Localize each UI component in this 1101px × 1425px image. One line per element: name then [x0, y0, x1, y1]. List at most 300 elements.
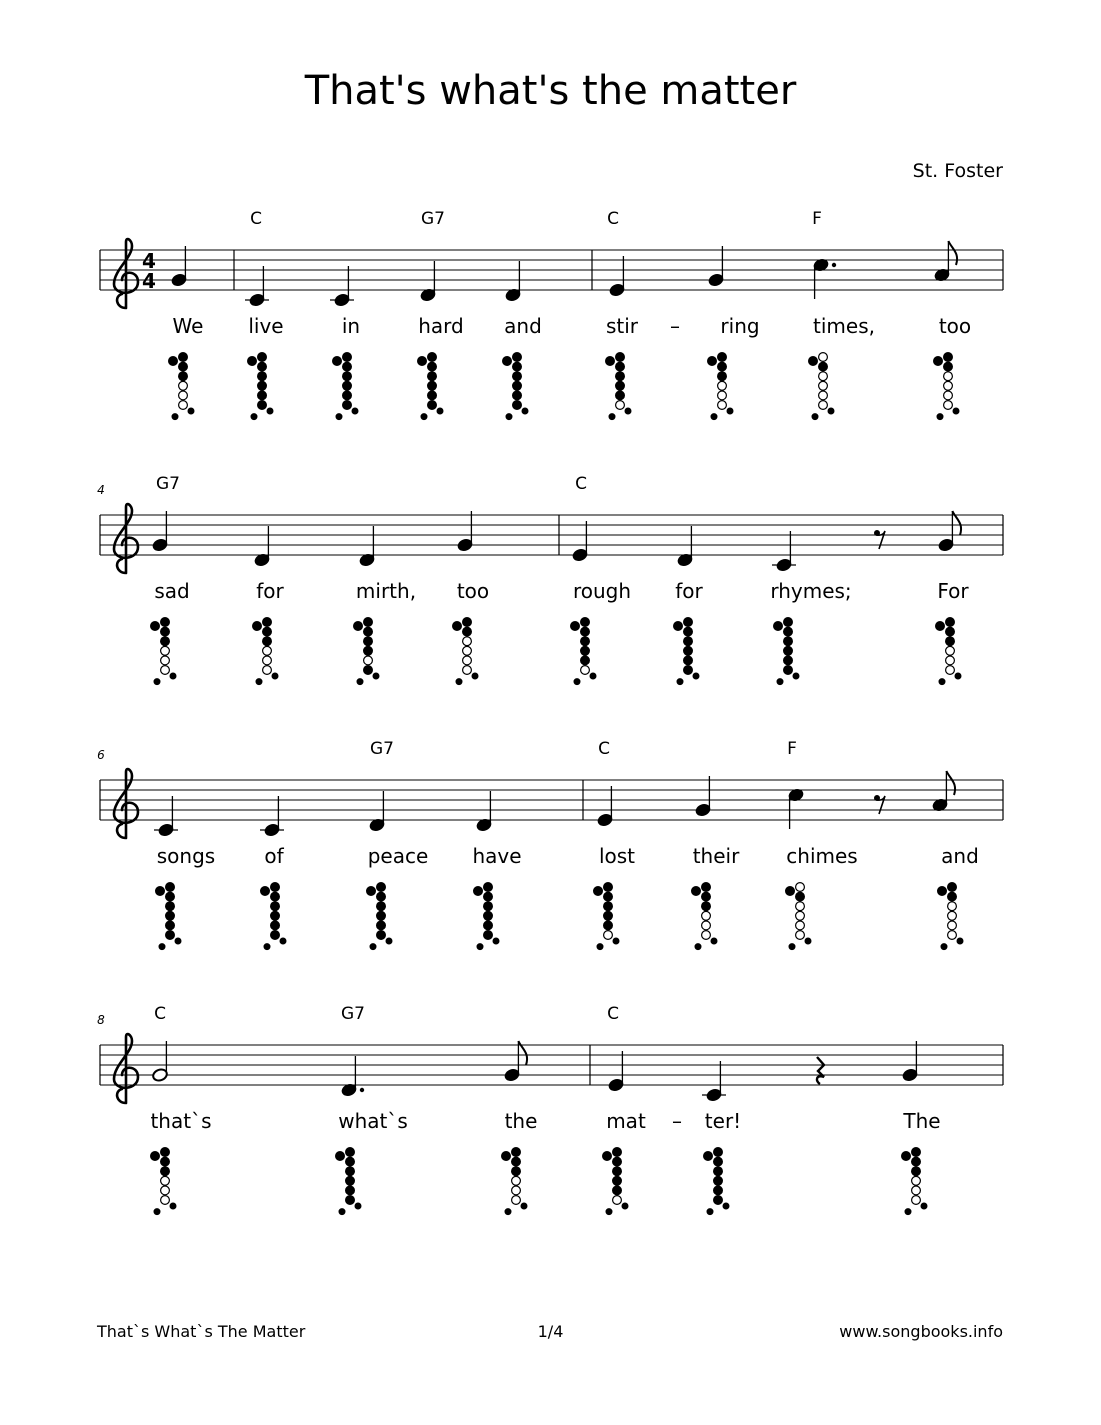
finger-hole	[271, 902, 280, 911]
finger-hole	[271, 921, 280, 930]
finger-hole-small	[609, 414, 615, 420]
lyric-syllable: have	[472, 844, 522, 868]
finger-hole	[819, 381, 828, 390]
finger-hole	[946, 637, 955, 646]
finger-hole	[944, 353, 953, 362]
finger-hole-small	[939, 679, 945, 685]
lyric-syllable: of	[264, 844, 284, 868]
finger-hole	[718, 401, 727, 410]
finger-hole-small	[574, 679, 580, 685]
finger-hole-small	[456, 679, 462, 685]
finger-hole-small	[437, 408, 443, 414]
thumb-hole	[603, 1152, 612, 1161]
finger-hole	[684, 637, 693, 646]
finger-hole-small	[477, 944, 483, 950]
thumb-hole	[902, 1152, 911, 1161]
lyric-syllable: stir	[605, 314, 639, 338]
thumb-hole	[367, 887, 376, 896]
time-signature-bottom: 4	[142, 269, 156, 293]
thumb-hole	[333, 357, 342, 366]
fingering-chart	[453, 618, 478, 685]
finger-hole	[613, 1157, 622, 1166]
finger-hole	[702, 921, 711, 930]
fingering-chart	[261, 883, 286, 950]
chord-symbol: C	[607, 209, 619, 229]
quarter-rest	[817, 1057, 824, 1084]
thumb-hole	[474, 887, 483, 896]
finger-hole	[463, 627, 472, 636]
finger-hole	[161, 618, 170, 627]
lyric-syllable: rhymes;	[770, 579, 852, 603]
finger-hole	[377, 931, 386, 940]
note-dot	[832, 263, 836, 267]
fingering-chart	[169, 353, 194, 420]
finger-hole-small	[336, 414, 342, 420]
finger-hole	[258, 381, 267, 390]
finger-hole	[161, 646, 170, 655]
finger-hole	[912, 1157, 921, 1166]
finger-hole	[714, 1176, 723, 1185]
finger-hole	[343, 401, 352, 410]
finger-hole	[948, 921, 957, 930]
finger-hole	[718, 362, 727, 371]
finger-hole-small	[175, 938, 181, 944]
fingering-chart	[156, 883, 181, 950]
fingering-chart	[594, 883, 619, 950]
finger-hole	[604, 902, 613, 911]
finger-hole	[364, 646, 373, 655]
finger-hole	[581, 627, 590, 636]
finger-hole-small	[355, 1203, 361, 1209]
fingering-chart	[333, 353, 358, 420]
finger-hole	[819, 401, 828, 410]
fingering-chart	[936, 618, 961, 685]
finger-hole-small	[188, 408, 194, 414]
chord-symbol: G7	[156, 474, 180, 494]
finger-hole-small	[905, 1209, 911, 1215]
finger-hole	[271, 883, 280, 892]
finger-hole-small	[828, 408, 834, 414]
finger-hole	[616, 391, 625, 400]
finger-hole	[463, 666, 472, 675]
chord-symbol: G7	[370, 739, 394, 759]
finger-hole-small	[506, 414, 512, 420]
finger-hole	[718, 372, 727, 381]
lyric-syllable: mirth,	[355, 579, 417, 603]
chord-symbol: C	[154, 1004, 166, 1024]
finger-hole	[166, 921, 175, 930]
finger-hole-small	[352, 408, 358, 414]
finger-hole	[796, 883, 805, 892]
finger-hole-small	[370, 944, 376, 950]
finger-hole	[616, 362, 625, 371]
finger-hole	[912, 1167, 921, 1176]
lyric-syllable: We	[172, 314, 204, 338]
finger-hole	[613, 1176, 622, 1185]
finger-hole	[512, 1186, 521, 1195]
finger-hole	[428, 362, 437, 371]
finger-hole	[714, 1148, 723, 1157]
finger-hole	[343, 381, 352, 390]
finger-hole	[702, 892, 711, 901]
fingering-chart	[603, 1148, 628, 1215]
fingering-chart	[786, 883, 811, 950]
finger-hole-small	[677, 679, 683, 685]
finger-hole	[512, 1157, 521, 1166]
finger-hole-small	[777, 679, 783, 685]
thumb-hole	[248, 357, 257, 366]
finger-hole	[604, 892, 613, 901]
finger-hole	[263, 637, 272, 646]
chord-symbol: C	[598, 739, 610, 759]
finger-hole	[346, 1176, 355, 1185]
thumb-hole	[156, 887, 165, 896]
lyric-syllable: ter!	[704, 1109, 742, 1133]
thumb-hole	[571, 622, 580, 631]
staff-system	[97, 1004, 1003, 1215]
finger-hole	[513, 362, 522, 371]
finger-hole-small	[957, 938, 963, 944]
finger-hole	[948, 892, 957, 901]
thumb-hole	[692, 887, 701, 896]
finger-hole-small	[727, 408, 733, 414]
finger-hole-small	[357, 679, 363, 685]
thumb-hole	[786, 887, 795, 896]
finger-hole-small	[921, 1203, 927, 1209]
finger-hole	[946, 627, 955, 636]
finger-hole	[484, 892, 493, 901]
finger-hole	[179, 353, 188, 362]
finger-hole	[179, 401, 188, 410]
finger-hole-small	[953, 408, 959, 414]
finger-hole-small	[493, 938, 499, 944]
finger-hole	[346, 1148, 355, 1157]
thumb-hole	[674, 622, 683, 631]
finger-hole	[513, 401, 522, 410]
fingering-chart	[674, 618, 699, 685]
finger-hole	[784, 618, 793, 627]
fingering-chart	[354, 618, 379, 685]
finger-hole	[161, 1167, 170, 1176]
finger-hole	[512, 1196, 521, 1205]
finger-hole	[161, 1196, 170, 1205]
finger-hole	[377, 921, 386, 930]
thumb-hole	[708, 357, 717, 366]
fingering-chart	[253, 618, 278, 685]
time-signature-top: 4	[142, 249, 156, 273]
finger-hole	[263, 618, 272, 627]
finger-hole	[258, 401, 267, 410]
thumb-hole	[336, 1152, 345, 1161]
thumb-hole	[774, 622, 783, 631]
finger-hole	[944, 372, 953, 381]
finger-hole	[718, 391, 727, 400]
finger-hole	[263, 646, 272, 655]
thumb-hole	[809, 357, 818, 366]
finger-hole	[944, 401, 953, 410]
finger-hole-small	[154, 679, 160, 685]
lyric-syllable: live	[248, 314, 284, 338]
finger-hole	[364, 618, 373, 627]
thumb-hole	[934, 357, 943, 366]
finger-hole	[346, 1186, 355, 1195]
chord-symbol: C	[575, 474, 587, 494]
finger-hole	[166, 931, 175, 940]
finger-hole	[784, 637, 793, 646]
measure-number: 6	[97, 748, 105, 762]
fingering-chart	[151, 1148, 176, 1215]
finger-hole-small	[521, 1203, 527, 1209]
finger-hole	[263, 666, 272, 675]
finger-hole	[258, 391, 267, 400]
finger-hole-small	[606, 1209, 612, 1215]
finger-hole	[484, 911, 493, 920]
finger-hole-small	[256, 679, 262, 685]
footer-song-title: That`s What`s The Matter	[97, 1322, 306, 1341]
finger-hole-small	[711, 414, 717, 420]
finger-hole-small	[159, 944, 165, 950]
fingering-chart	[934, 353, 959, 420]
thumb-hole	[502, 1152, 511, 1161]
fingering-chart	[151, 618, 176, 685]
thumb-hole	[594, 887, 603, 896]
lyric-syllable: the	[504, 1109, 538, 1133]
finger-hole-small	[937, 414, 943, 420]
finger-hole	[463, 646, 472, 655]
finger-hole	[702, 883, 711, 892]
finger-hole	[258, 362, 267, 371]
finger-hole-small	[472, 673, 478, 679]
finger-hole	[346, 1196, 355, 1205]
lyric-syllable: –	[670, 314, 680, 338]
thumb-hole	[169, 357, 178, 366]
finger-hole	[912, 1196, 921, 1205]
finger-hole	[946, 646, 955, 655]
finger-hole	[684, 646, 693, 655]
lyric-syllable: ring	[720, 314, 760, 338]
finger-hole	[484, 902, 493, 911]
finger-hole	[258, 353, 267, 362]
finger-hole	[166, 911, 175, 920]
finger-hole-small	[711, 938, 717, 944]
thumb-hole	[261, 887, 270, 896]
thumb-hole	[936, 622, 945, 631]
fingering-chart	[938, 883, 963, 950]
fingering-chart	[606, 353, 631, 420]
treble-clef	[114, 504, 138, 573]
finger-hole	[819, 372, 828, 381]
finger-hole	[946, 666, 955, 675]
finger-hole	[912, 1176, 921, 1185]
finger-hole	[161, 627, 170, 636]
note-flag	[948, 241, 957, 265]
finger-hole	[714, 1196, 723, 1205]
finger-hole	[258, 372, 267, 381]
fingering-chart	[336, 1148, 361, 1215]
finger-hole	[948, 902, 957, 911]
lyric-syllable: –	[672, 1109, 682, 1133]
finger-hole	[784, 627, 793, 636]
measure-number: 8	[97, 1013, 105, 1027]
finger-hole	[784, 666, 793, 675]
thumb-hole	[503, 357, 512, 366]
finger-hole-small	[172, 414, 178, 420]
finger-hole	[784, 646, 793, 655]
finger-hole	[377, 892, 386, 901]
finger-hole	[604, 931, 613, 940]
finger-hole	[912, 1148, 921, 1157]
finger-hole	[819, 353, 828, 362]
lyric-syllable: too	[456, 579, 490, 603]
finger-hole	[604, 921, 613, 930]
finger-hole	[364, 637, 373, 646]
finger-hole	[613, 1167, 622, 1176]
finger-hole	[463, 637, 472, 646]
finger-hole-small	[505, 1209, 511, 1215]
finger-hole-small	[622, 1203, 628, 1209]
finger-hole	[179, 391, 188, 400]
finger-hole	[616, 353, 625, 362]
finger-hole	[263, 627, 272, 636]
finger-hole	[513, 381, 522, 390]
fingering-chart	[692, 883, 717, 950]
thumb-hole	[938, 887, 947, 896]
finger-hole	[513, 391, 522, 400]
lyric-syllable: songs	[156, 844, 216, 868]
song-title: That's what's the matter	[304, 68, 797, 114]
lyric-syllable: too	[938, 314, 972, 338]
finger-hole	[463, 618, 472, 627]
finger-hole	[796, 892, 805, 901]
finger-hole	[948, 883, 957, 892]
finger-hole	[718, 381, 727, 390]
finger-hole	[343, 372, 352, 381]
fingering-chart	[708, 353, 733, 420]
finger-hole	[684, 627, 693, 636]
finger-hole	[944, 381, 953, 390]
finger-hole	[581, 618, 590, 627]
footer-website: www.songbooks.info	[839, 1322, 1003, 1341]
finger-hole	[948, 931, 957, 940]
finger-hole	[166, 902, 175, 911]
thumb-hole	[606, 357, 615, 366]
fingering-chart	[418, 353, 443, 420]
finger-hole-small	[805, 938, 811, 944]
composer-name: St. Foster	[912, 160, 1003, 182]
finger-hole	[513, 372, 522, 381]
finger-hole	[463, 656, 472, 665]
finger-hole	[271, 911, 280, 920]
finger-hole	[684, 618, 693, 627]
finger-hole	[428, 372, 437, 381]
finger-hole	[613, 1148, 622, 1157]
finger-hole	[684, 666, 693, 675]
finger-hole	[346, 1167, 355, 1176]
fingering-chart	[367, 883, 392, 950]
finger-hole	[796, 931, 805, 940]
finger-hole	[702, 911, 711, 920]
finger-hole	[796, 921, 805, 930]
finger-hole	[179, 372, 188, 381]
finger-hole-small	[386, 938, 392, 944]
finger-hole	[161, 1186, 170, 1195]
finger-hole-small	[421, 414, 427, 420]
thumb-hole	[253, 622, 262, 631]
lyric-syllable: The	[903, 1109, 941, 1133]
lyric-syllable: sad	[154, 579, 190, 603]
finger-hole	[512, 1148, 521, 1157]
finger-hole	[718, 353, 727, 362]
finger-hole-small	[267, 408, 273, 414]
finger-hole	[271, 892, 280, 901]
finger-hole	[684, 656, 693, 665]
thumb-hole	[453, 622, 462, 631]
finger-hole	[161, 637, 170, 646]
finger-hole	[581, 637, 590, 646]
fingering-chart	[704, 1148, 729, 1215]
thumb-hole	[704, 1152, 713, 1161]
finger-hole-small	[941, 944, 947, 950]
fingering-chart	[248, 353, 273, 420]
finger-hole-small	[812, 414, 818, 420]
finger-hole	[364, 666, 373, 675]
lyric-syllable: chimes	[786, 844, 858, 868]
finger-hole	[581, 646, 590, 655]
finger-hole	[613, 1196, 622, 1205]
thumb-hole	[151, 622, 160, 631]
finger-hole	[346, 1157, 355, 1166]
finger-hole-small	[272, 673, 278, 679]
finger-hole-small	[339, 1209, 345, 1215]
finger-hole	[616, 401, 625, 410]
finger-hole	[702, 931, 711, 940]
finger-hole-small	[522, 408, 528, 414]
finger-hole	[263, 656, 272, 665]
lyric-syllable: lost	[598, 844, 636, 868]
finger-hole	[714, 1186, 723, 1195]
finger-hole	[161, 1176, 170, 1185]
finger-hole	[912, 1186, 921, 1195]
finger-hole-small	[170, 673, 176, 679]
note-flag	[946, 771, 955, 795]
finger-hole	[377, 883, 386, 892]
chord-symbol: F	[787, 739, 797, 759]
lyric-syllable: and	[941, 844, 979, 868]
finger-hole	[179, 381, 188, 390]
treble-clef	[114, 239, 138, 308]
finger-hole-small	[707, 1209, 713, 1215]
finger-hole	[702, 902, 711, 911]
finger-hole	[714, 1167, 723, 1176]
finger-hole	[944, 362, 953, 371]
finger-hole	[484, 883, 493, 892]
finger-hole-small	[590, 673, 596, 679]
fingering-chart	[474, 883, 499, 950]
lyric-syllable: For	[937, 579, 969, 603]
finger-hole-small	[251, 414, 257, 420]
finger-hole-small	[170, 1203, 176, 1209]
finger-hole-small	[264, 944, 270, 950]
lyric-syllable: their	[692, 844, 740, 868]
finger-hole	[428, 391, 437, 400]
finger-hole	[484, 921, 493, 930]
finger-hole	[581, 656, 590, 665]
staff-system	[100, 209, 1003, 420]
fingering-chart	[502, 1148, 527, 1215]
finger-hole-small	[789, 944, 795, 950]
lyric-syllable: times,	[813, 314, 875, 338]
finger-hole	[271, 931, 280, 940]
